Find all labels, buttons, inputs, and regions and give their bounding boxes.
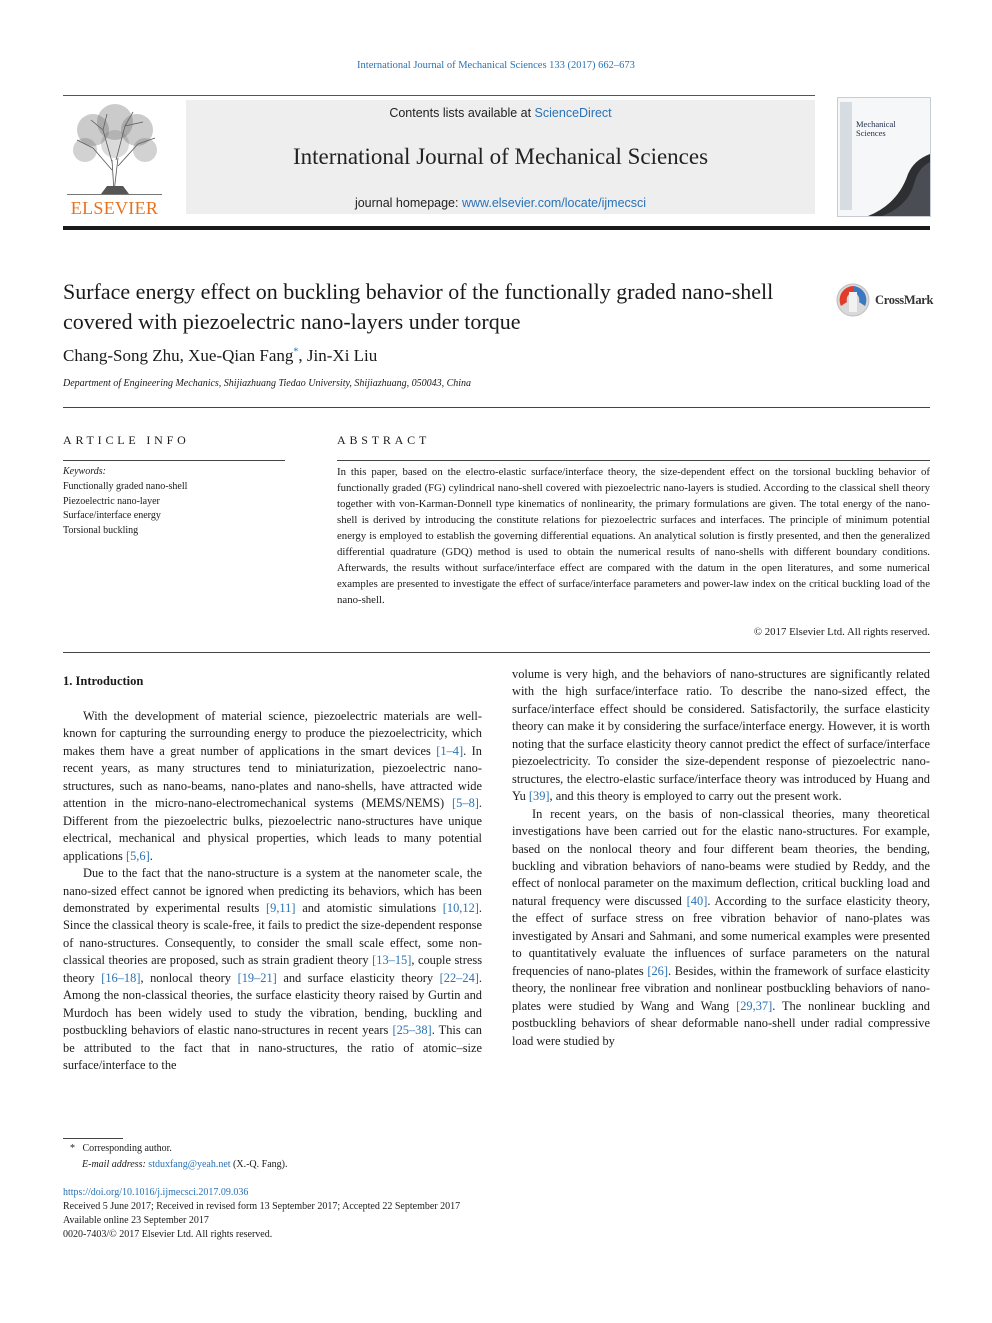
- intro-paragraph-1: With the development of material science, piezoelectric materials are well-known for capturing the surrounding energy to produce the piezoelectricity, which makes them have a great number of applications in the smart devices [1–4]. In recent years, as many structures tend to miniaturization, piezoelectric nano-structures, such as nano-beams, nano-plates and nano-shells, have attracted wide attention in the micro-nano-electromechanical systems (MEMS/NEMS) [5–8]. Different from the piezoelectric bulks, piezoelectric nano-structures have unique electrical, mechanical and physical properties, which leads to many potential applications [5,6].: [63, 709, 482, 863]
- cover-title-line-1: Mechanical: [856, 119, 896, 129]
- author-list: [63, 346, 377, 366]
- intro-paragraph-2-continued: volume is very high, and the behaviors of nano-structures are significantly related with the high surface/interface ratio. To describe the nano-sized effect, the surface/interface effect should be considered. Satisfactorily, the surface elasticity theory can make it by considering the surface/interface energy. However, it is worth noting that the surface elasticity theory cannot predict the effect of surface/interface piezoelectricity. To consider the size-dependent response of piezoelectric nano-structures, the electro-elastic surface/interface theory was introduced by Huang and Yu [39], and this theory is employed to carry out the present work.: [512, 667, 930, 804]
- masthead-divider: [63, 95, 815, 96]
- citation-link[interactable]: [40]: [686, 893, 708, 908]
- journal-cover-thumbnail: [837, 97, 931, 217]
- keyword-item: Piezoelectric nano-layer: [63, 495, 160, 507]
- copyright-notice: © 2017 Elsevier Ltd. All rights reserved.: [753, 626, 930, 638]
- keyword-item: Surface/interface energy: [63, 510, 161, 521]
- email-link[interactable]: stduxfang@yeah.net: [148, 1159, 231, 1170]
- keywords-label: Keywords:: [63, 466, 106, 477]
- citation-link[interactable]: [26]: [647, 963, 669, 978]
- homepage-prefix: journal homepage:: [354, 196, 462, 210]
- cover-title-line-2: Sciences: [856, 128, 886, 138]
- citation-link[interactable]: [39]: [528, 789, 550, 804]
- crossmark-label: CrossMark: [875, 293, 934, 307]
- masthead-thick-rule: [63, 226, 930, 230]
- footnote-text: Corresponding author.: [82, 1143, 172, 1154]
- citation-link[interactable]: [13–15]: [372, 953, 412, 968]
- citation-link[interactable]: [22–24]: [439, 970, 479, 985]
- article-title: Surface energy effect on buckling behavior of the functionally graded nano-shell covered with piezoelectric nano-layers under torque: [63, 279, 774, 334]
- abstract-rule: [337, 460, 930, 461]
- journal-citation-link[interactable]: International Journal of Mechanical Sciences 133 (2017) 662–673: [357, 60, 635, 71]
- citation-link[interactable]: [29,37]: [736, 998, 773, 1013]
- intro-paragraph-3: In recent years, on the basis of non-classical theories, many theoretical investigations have been carried out for the elastic nano-structures. For example, based on the nonlocal theory and four different beam theories, the bending, buckling and vibration behaviors of nano-beams were studied by Reddy, and the effect of nonlocal parameter on the maximum deflection, critical buckling load and natural frequency were discussed [40]. According to the surface elasticity theory, the effect of surface stress on free vibration behavior of nano-plates was investigated by Ansari and Sahmani, and some numerical examples were presented to quantitatively evaluate the influences of surface parameters on the natural frequencies of nano-plates [26]. Besides, within the framework of surface elasticity theory, the nonlinear free vibration and nonlinear postbuckling behaviors of nano-plates were studied by Wang and Wang [29,37]. The nonlinear buckling and postbuckling behaviors of shear deformable nano-shell under radial compressive load were studied by: [512, 806, 930, 1048]
- intro-paragraph-2: Due to the fact that the nano-structure is a system at the nanometer scale, the nano-sized effect cannot be ignored when predicting its behaviors, which has been demonstrated by experimental results [9,11] and atomistic simulations [10,12]. Since the classical theory is scale-free, it fails to predict the size-dependent response of nano-structures. Consequently, to consider the small scale effect, some non-classical theories are proposed, such as strain gradient theory [13–15], couple stress theory [16–18], nonlocal theory [19–21] and surface elasticity theory [22–24]. Among the non-classical theories, the surface elasticity theory raised by Gurtin and Murdoch has been widely used to study the vibration, bending, buckling and postbuckling behaviors of elastic nano-structures in recent years [25–38]. This can be attributed to the fact that in nano-structures, the ratio of atomic–size surface/interface to the: [63, 866, 483, 1073]
- cover-side-strip: [840, 102, 852, 210]
- keywords-list: [63, 480, 187, 538]
- introduction-heading: 1. Introduction: [63, 674, 144, 688]
- online-date: Available online 23 September 2017: [63, 1215, 209, 1226]
- section-rule: [63, 652, 930, 653]
- citation-link[interactable]: [1–4]: [436, 743, 464, 758]
- contents-prefix: Contents lists available at: [389, 106, 535, 120]
- email-suffix: (X.-Q. Fang).: [230, 1159, 288, 1170]
- article-info-heading: ARTICLE INFO: [63, 433, 190, 447]
- cover-title: [856, 120, 896, 138]
- doi-link[interactable]: https://doi.org/10.1016/j.ijmecsci.2017.09.036: [63, 1187, 249, 1198]
- author-3: , Jin-Xi Liu: [298, 346, 378, 365]
- journal-homepage: [186, 196, 815, 210]
- citation-link[interactable]: [19–21]: [237, 970, 277, 985]
- keyword-item: Functionally graded nano-shell: [63, 481, 188, 492]
- citation-link[interactable]: [25–38]: [392, 1023, 432, 1038]
- citation-link[interactable]: [5,6]: [125, 848, 150, 863]
- footnote-mark: *: [70, 1143, 75, 1154]
- crossmark-badge[interactable]: [835, 282, 935, 322]
- affiliation: Department of Engineering Mechanics, Shijiazhuang Tiedao University, Shijiazhuang, 050043, China: [63, 378, 472, 389]
- author-2: Xue-Qian Fang: [188, 346, 294, 365]
- abstract-text: In this paper, based on the electro-elastic surface/interface theory, the size-dependent effect on the torsional buckling behavior of functionally graded (FG) cylindrical nano-shell covered with piezoelectric nano-layers is studied. According to the classical shell theory together with von-Karman-Donnell type kinematics of nonlinearity, the primary formulations are given. The total energy of the nano-shell is derived by introducing the constitute relations for piezoelectric surfaces and interfaces. The principle of minimum potential energy is employed to establish the governing differential equations. An analytical solution is firstly presented, and then the generalized differential quadrature (GDQ) method is used to obtain the numerical results of nano-shells with different boundary conditions. Afterwards, the results without surface/interface effect are compared with the datum in the open literatures, and some numerical examples are presented to investigate the effect of surface/interface parameters and power-law index on the critical buckling load of the nano-shell.: [337, 466, 930, 606]
- abstract-heading: ABSTRACT: [337, 433, 431, 447]
- body-column-right: [512, 666, 930, 1050]
- section-rule: [63, 407, 930, 408]
- corresponding-author-mark[interactable]: *: [293, 346, 299, 358]
- issn-copyright: 0020-7403/© 2017 Elsevier Ltd. All rights reserved.: [63, 1229, 273, 1240]
- citation-link[interactable]: [5–8]: [452, 796, 479, 811]
- author-1: Chang-Song Zhu,: [63, 346, 189, 365]
- article-history: Received 5 June 2017; Received in revised form 13 September 2017; Accepted 22 September 2017: [63, 1201, 461, 1212]
- corresponding-author-footnote: [70, 1143, 172, 1154]
- publisher-name: ELSEVIER: [70, 198, 159, 218]
- keyword-item: Torsional buckling: [63, 524, 139, 536]
- journal-name: International Journal of Mechanical Sciences: [292, 144, 709, 169]
- homepage-link[interactable]: www.elsevier.com/locate/ijmecsci: [461, 196, 647, 210]
- sciencedirect-link[interactable]: ScienceDirect: [534, 106, 612, 120]
- footnote-rule: [63, 1138, 123, 1139]
- email-label: E-mail address:: [82, 1159, 149, 1170]
- email-footnote: [82, 1159, 287, 1170]
- cover-graphic: [868, 154, 930, 216]
- contents-availability: [186, 106, 815, 120]
- crossmark-icon: [835, 282, 871, 318]
- citation-link[interactable]: [10,12]: [442, 900, 479, 915]
- article-info-rule: [63, 460, 285, 461]
- citation-link[interactable]: [16–18]: [101, 970, 141, 985]
- citation-link[interactable]: [9,11]: [266, 900, 296, 915]
- body-column-left: [63, 708, 482, 1075]
